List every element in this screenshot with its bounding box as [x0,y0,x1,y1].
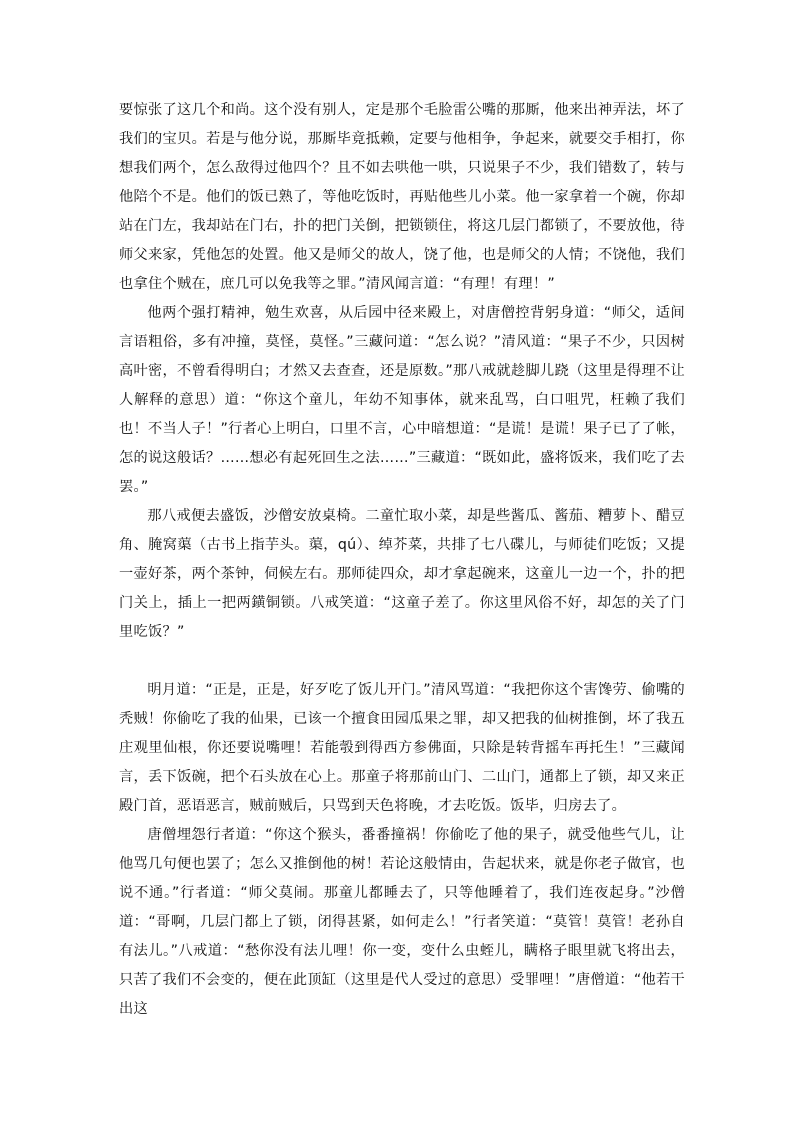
paragraph-3: 那八戒便去盛饭，沙僧安放桌椅。二童忙取小菜，却是些酱瓜、酱茄、糟萝卜、醋豆角、腌窝蕖（古书上指芋头。蕖，qú）、绰芥菜，共排了七八碟儿，与师徒们吃饭；又提一壶好茶，两个茶钟，伺候左右。那师徒四众，却才拿起碗来，这童儿一边一个，扑的把门关上，插上一把两鐄铜锁。八戒笑道：“这童子差了。你这里风俗不好，却怎的关了门里吃饭？” [119,508,685,640]
paragraph-1: 要惊张了这几个和尚。这个没有别人，定是那个毛脸雷公嘴的那厮，他来出神弄法，坏了我们的宝贝。若是与他分说，那厮毕竟抵赖，定要与他相争，争起来，就要交手相打，你想我们两个，怎么敌得过他四个？且不如去哄他一哄，只说果子不少，我们错数了，转与他陪个不是。他们的饭已熟了，等他吃饭时，再贴他些儿小菜。他一家拿着一个碗，你却站在门左，我却站在门右，扑的把门关倒，把锁锁住，将这几层门都锁了，不要放他，待师父来家，凭他怎的处置。他又是师父的故人，饶了他，也是师父的人情；不饶他，我们也拿住个贼在，庶几可以免我等之罪。”清风闻言道：“有理！有理！” [119,102,685,292]
paragraph-2: 他两个强打精神，勉生欢喜，从后园中径来殿上，对唐僧控背躬身道：“师父，适间言语粗俗，多有冲撞，莫怪，莫怪。”三藏问道：“怎么说？”清风道：“果子不少，只因树高叶密，不曾看得明白；才然又去查查，还是原数。”那八戒就趁脚儿跷（这里是得理不让人解释的意思）道：“你这个童儿，年幼不知事体，就来乱骂，白口咀咒，枉赖了我们也！不当人子！”行者心上明白，口里不言，心中暗想道：“是谎！是谎！果子已了了帐，怎的说这般话？……想必有起死回生之法……”三藏道：“既如此，盛将饭来，我们吃了去罢。” [119,305,685,495]
paragraph-4: 明月道：“正是，正是，好歹吃了饭儿开门。”清风骂道：“我把你这个害馋劳、偷嘴的秃贼！你偷吃了我的仙果，已该一个擅食田园瓜果之罪，却又把我的仙树推倒，坏了我五庄观里仙根，你还要说嘴哩！若能彀到得西方参佛面，只除是转背摇车再托生！”三藏闻言，丢下饭碗，把个石头放在心上。那童子将那前山门、二山门，通都上了锁，却又来正殿门首，恶语恶言，贼前贼后，只骂到天色将晚，才去吃饭。饭毕，归房去了。 [119,682,685,814]
paragraph-gap [119,647,685,676]
paragraph-5: 唐僧埋怨行者道：“你这个猴头，番番撞祸！你偷吃了他的果子，就受他些气儿，让他骂几句便也罢了；怎么又推倒他的树！若论这般情由，告起状来，就是你老子做官，也说不通。”行者道：“师父莫闹。那童儿都睡去了，只等他睡着了，我们连夜起身。”沙僧道：“哥啊，几层门都上了锁，闭得甚紧，如何走么！”行者笑道：“莫管！莫管！老孙自有法儿。”八戒道：“愁你没有法儿哩！你一变，变什么虫蛭儿，瞒格子眼里就飞将出去，只苦了我们不会变的，便在此顶缸（这里是代人受过的意思）受罪哩！”唐僧道：“他若干出这 [119,827,685,1017]
body-text [119,96,685,1024]
